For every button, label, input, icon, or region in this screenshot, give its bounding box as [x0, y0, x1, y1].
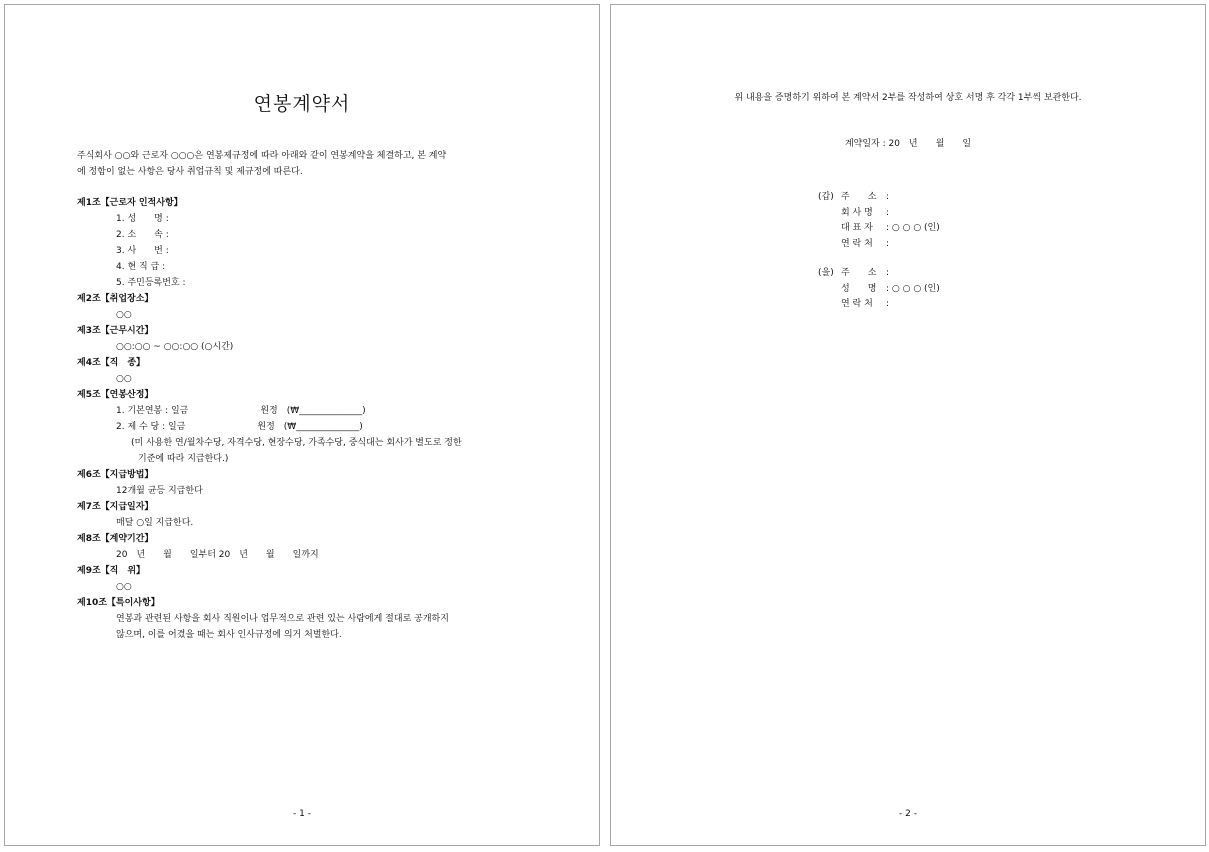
party-field-label: 주 소: [841, 268, 877, 278]
party-row: [818, 220, 940, 236]
party-field-label: 주 소: [841, 192, 877, 202]
party-row: [818, 296, 940, 312]
intro-line: 에 정함이 없는 사항은 당사 취업규칙 및 제규정에 따른다.: [77, 167, 303, 177]
party-field-value: :: [886, 238, 890, 249]
party-field-value: :: [886, 299, 890, 309]
article-heading: 제9조【직 위】: [77, 566, 146, 576]
article-line: 연봉과 관련된 사항을 회사 직원이나 업무적으로 관련 있는 사람에게 절대로 공개하지: [116, 614, 449, 624]
article-heading: 제2조【취업장소】: [77, 294, 154, 304]
article-line: 12개월 균등 지급한다: [116, 486, 203, 496]
party-row: [818, 265, 940, 281]
article-line: 20 년 월 일부터 20 년 월 일까지: [116, 550, 319, 560]
article-line: ○○: [116, 582, 132, 592]
article-line: 1. 성 명 :: [116, 214, 169, 224]
party-tag: (갑): [818, 192, 834, 202]
party-field-label: 회 사 명: [841, 207, 873, 218]
article-heading: 제3조【근무시간】: [77, 326, 154, 336]
document-title: 연봉계약서: [253, 93, 351, 115]
article-heading: 제6조【지급방법】: [77, 470, 154, 480]
article-heading: 제5조【연봉산정】: [77, 390, 154, 400]
article-line: 1. 기본연봉 : 일금 원정 (₩______________): [116, 406, 366, 416]
party-row: [818, 281, 940, 297]
article-heading: 제10조【특이사항】: [77, 598, 160, 608]
party-field-label: 대 표 자: [841, 223, 873, 233]
party-tag: (을): [818, 268, 834, 278]
party-field-value: :: [886, 192, 890, 202]
party-field-value: :: [886, 268, 890, 278]
article-heading: 제7조【지급일자】: [77, 502, 154, 512]
article-heading: 제8조【계약기간】: [77, 534, 154, 544]
article-heading: 제4조【직 종】: [77, 358, 146, 368]
page-number: - 1 -: [293, 809, 311, 819]
contract-date: 계약일자 : 20 년 월 일: [844, 139, 972, 149]
article-line: ○○: [116, 374, 132, 384]
article-line: 2. 제 수 당 : 일금 원정 (₩______________): [116, 422, 363, 432]
party-row: [818, 236, 940, 252]
party-field-value: : ○ ○ ○ (인): [886, 283, 940, 294]
party-a-block: [818, 189, 940, 251]
article-line: 4. 현 직 급 :: [116, 262, 166, 272]
article-line: ○○:○○ ~ ○○:○○ (○시간): [116, 342, 234, 352]
article-line: 않으며, 이를 어겼을 때는 회사 인사규정에 의거 처벌한다.: [116, 630, 342, 640]
party-row: [818, 205, 940, 221]
party-field-label: 성 명: [841, 283, 877, 294]
party-field-value: : ○ ○ ○ (인): [886, 223, 940, 233]
articles-list: [77, 195, 547, 643]
article-line: 매달 ○일 지급한다.: [116, 518, 194, 528]
document-page-1: [4, 4, 600, 846]
closing-statement: 위 내용을 증명하기 위하여 본 계약서 2부를 작성하여 상호 서명 후 각각 1부씩 보관한다.: [734, 93, 1082, 103]
party-row: [818, 189, 940, 205]
party-field-value: :: [886, 207, 890, 218]
article-heading: 제1조【근로자 인적사항】: [77, 198, 183, 208]
article-note: 기준에 따라 지급한다.): [138, 454, 229, 464]
party-field-label: 연 락 처: [841, 238, 873, 249]
article-line: 2. 소 속 :: [116, 230, 169, 240]
article-line: 5. 주민등록번호 :: [116, 278, 186, 288]
party-b-block: [818, 265, 940, 312]
article-line: ○○: [116, 310, 132, 320]
article-line: 3. 사 번 :: [116, 246, 169, 256]
page-number: - 2 -: [899, 809, 917, 819]
document-page-2: [610, 4, 1206, 846]
intro-line: 주식회사 ○○와 근로자 ○○○은 연봉제규정에 따라 아래와 같이 연봉계약을 체결하고, 본 계약: [77, 151, 447, 161]
article-note: (미 사용한 연/월차수당, 자격수당, 현장수당, 가족수당, 중식대는 회사가 별도로 정한: [131, 438, 462, 448]
party-field-label: 연 락 처: [841, 299, 873, 309]
intro-paragraph: [77, 148, 537, 180]
